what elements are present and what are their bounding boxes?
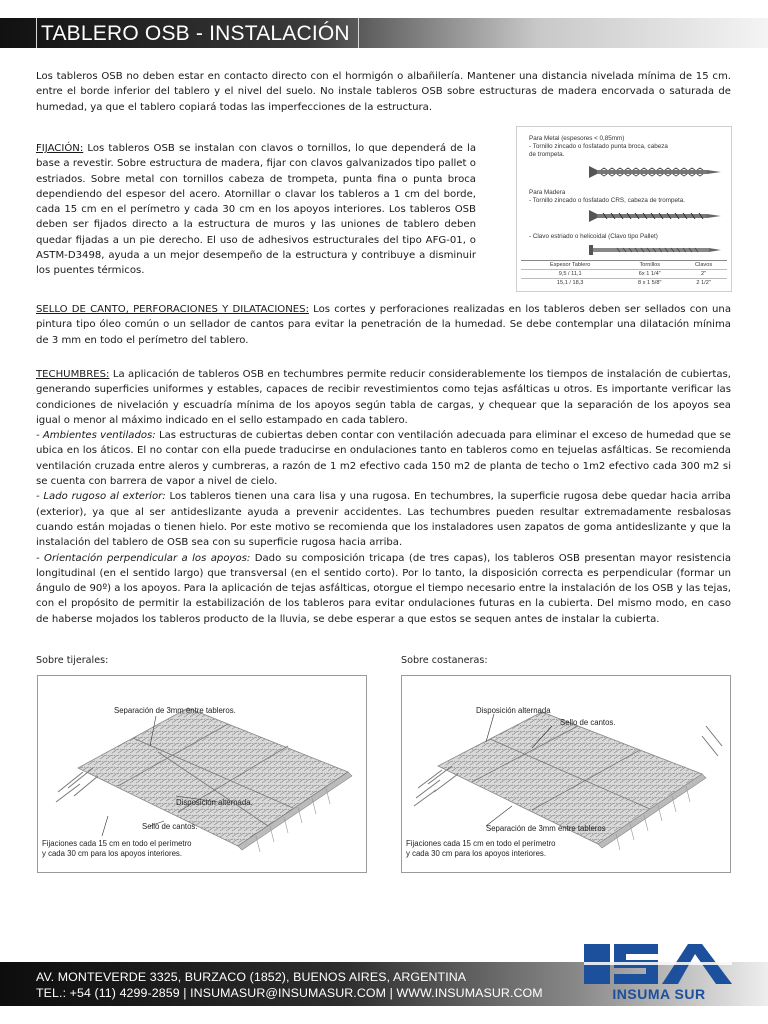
label-disposicion: Disposición alternada: [476, 706, 551, 715]
sello-heading: SELLO DE CANTO, PERFORACIONES Y DILATACIONES:: [36, 304, 309, 315]
roof-tijerales-figure: [37, 675, 367, 873]
metal-screw-icon: [587, 163, 727, 181]
header-banner: [0, 18, 768, 48]
table-cell: 8 x 1 5/8": [619, 279, 680, 288]
techumbres-heading: TECHUMBRES:: [36, 369, 110, 380]
fasteners-figure: [516, 126, 732, 292]
table-row: [521, 279, 727, 288]
techumbres-body: La aplicación de tableros OSB en techumbres permite reducir considerablemente los tiempos de instalación de cubiertas, generando superficies uniformes y estables, capaces de recibir revestimientos como tejas asfálticas u otros. Es importante verificar las condiciones de nivelación y escuadría mínima de los apoyos según tabla de cargas, y chequear que la separación de los apoyos sea igual o menor al máximo indicado en el sello estampado en cada tablero.: [36, 369, 731, 426]
roof-costaneras-figure: [401, 675, 731, 873]
rugoso-body: Los tableros tienen una cara lisa y una rugosa. En techumbres, la superficie rugosa debe quedar hacia arriba (exterior), ya que al ser antideslizante ayuda a prevenir accidentes. Las techumbres pueden resultar extremadamente resbalosas cuando están mojadas o tienen hielo. Por este motivo se recomienda que los instaladores usen zapatos de goma antideslizante y que la instalación del tablero de OSB sea con su superficie rugosa hacia arriba.: [36, 491, 731, 549]
fijacion-heading: FIJACIÓN:: [36, 143, 84, 154]
fasteners-table: [521, 260, 727, 287]
label-fijaciones-1: Fijaciones cada 15 cm en todo el perímetro: [42, 839, 192, 848]
table-header: Clavos: [680, 261, 727, 270]
page-title: TABLERO OSB - INSTALACIÓN: [36, 18, 359, 48]
label-sello: Sello de cantos.: [142, 822, 198, 831]
fijacion-body: Los tableros OSB se instalan con clavos o tornillos, lo que dependerá de la base a revestir. Sobre estructura de madera, fijar con clavos galvanizados tipo pallet o estriados. Sobre metal con tornillos cabeza de trompeta, punta fina o punta broca dependiendo del espesor del acero. Atornillar o clavar los tableros a 1 cm del borde, cada 15 cm en el perímetro y cada 30 cm en los apoyos interiores. Los tableros OSB deben ser fijados directo a la estructura de muros y las uniones de tablero deben quedar fijadas a un pie derecho. El uso de adhesivos estructurales del tipo AFG-01, o ASTM-D3498, ayuda a un mejor desempeño de la estructura y contribuye a disminuir los puentes térmicos.: [36, 143, 476, 277]
techumbres-section: [36, 367, 731, 627]
wood-desc: - Tornillo zincado o fosfatado CRS, cabeza de trompeta.: [529, 197, 685, 204]
table-cell: 2 1/2": [680, 279, 727, 288]
orientacion-body: Dado su composición tricapa (de tres capas), los tableros OSB presentan mayor resistencia longitudinal (en el sentido largo) que transversal (en el sentido corto). Por lo tanto, la disposición correcta es perpendicular (formar un ángulo de 90º) a los apoyos. Para la aplicación de tejas asfálticas, otorgue el tiempo necesario entre la instalación de los OSB y las tejas, con el propósito de permitir la estabilización de los tableros para evitar ondulaciones futuras en la cubierta. Del mismo modo, en caso de haberse mojados los tableros producto de la lluvia, se debe esperar a que estos se sequen antes de instalar la cubierta.: [36, 552, 732, 625]
footer-contact: TEL.: +54 (11) 4299-2859 | INSUMASUR@INSUMASUR.COM | WWW.INSUMASUR.COM: [36, 986, 543, 1000]
label-separacion: Separación de 3mm entre tableros: [486, 824, 606, 833]
label-separacion: Separación de 3mm entre tableros.: [114, 706, 236, 715]
pallet-nail-icon: [587, 243, 727, 257]
logo-brand: INSUMA SUR: [612, 986, 706, 1002]
figure-left-caption: Sobre tijerales:: [36, 655, 109, 666]
wood-title: Para Madera: [529, 189, 566, 196]
table-header: Tornillos: [619, 261, 680, 270]
metal-title: Para Metal (espesores < 0,85mm): [529, 135, 625, 142]
table-row: [521, 270, 727, 279]
table-header: Espesor Tablero: [521, 261, 619, 270]
table-cell: 2": [680, 270, 727, 279]
sello-body: Los cortes y perforaciones realizadas en los tableros deben ser sellados con una pintura tipo óleo común o un sellador de cantos para evitar la penetración de la humedad. Se debe contemplar una dilatación mínima de 3 mm en todo el perímetro del tablero.: [36, 304, 731, 346]
label-disposicion: Disposición alternada.: [176, 798, 253, 807]
intro-paragraph: [36, 69, 731, 115]
figure-right-caption: Sobre costaneras:: [401, 655, 488, 666]
label-sello: Sello de cantos.: [560, 718, 616, 727]
label-fijaciones-2: y cada 30 cm para los apoyos interiores.: [406, 849, 546, 858]
insumasur-logo: [584, 940, 732, 1004]
orientacion-title: - Orientación perpendicular a los apoyos:: [36, 552, 251, 564]
label-fijaciones-2: y cada 30 cm para los apoyos interiores.: [42, 849, 182, 858]
fijacion-section: [36, 141, 476, 279]
sello-section: [36, 302, 731, 348]
nail-desc: - Clavo estriado o helicoidal (Clavo tipo Pallet): [529, 233, 658, 240]
label-fijaciones-1: Fijaciones cada 15 cm en todo el perímetro: [406, 839, 556, 848]
wood-screw-icon: [587, 207, 727, 225]
intro-text: Los tableros OSB no deben estar en contacto directo con el hormigón o albañilería. Mantener una distancia nivelada mínima de 15 cm. entre el borde inferior del tablero y el nivel del suelo. No instale tableros OSB sobre estructuras de madera encorvada o saturada de humedad, ya que el tablero copiará todas las imperfecciones de la estructura.: [36, 71, 731, 113]
table-cell: 15,1 / 18,3: [521, 279, 619, 288]
footer-address: AV. MONTEVERDE 3325, BURZACO (1852), BUENOS AIRES, ARGENTINA: [36, 970, 467, 984]
ventilados-body: Las estructuras de cubiertas deben contar con ventilación adecuada para eliminar el exceso de humedad que se ubica en los áticos. El no contar con ella puede traducirse en ondulaciones tanto en tableros como en tejuelas asfálticas. Se recomienda ventilación cruzada entre aleros y cumbreras, a razón de 1 m2 efectivo cada 150 m2 de planta de techo o 1m2 efectivo cada 300 m2 si se cuenta con barrera de vapor a nivel de cielo.: [36, 430, 732, 488]
metal-desc-2: de trompeta.: [529, 151, 565, 158]
table-cell: 9,5 / 11,1: [521, 270, 619, 279]
rugoso-title: - Lado rugoso al exterior:: [36, 491, 166, 503]
table-cell: 6x 1 1/4": [619, 270, 680, 279]
metal-desc-1: - Tornillo zincado o fosfatado punta broca, cabeza: [529, 143, 668, 150]
ventilados-title: - Ambientes ventilados:: [36, 430, 156, 442]
